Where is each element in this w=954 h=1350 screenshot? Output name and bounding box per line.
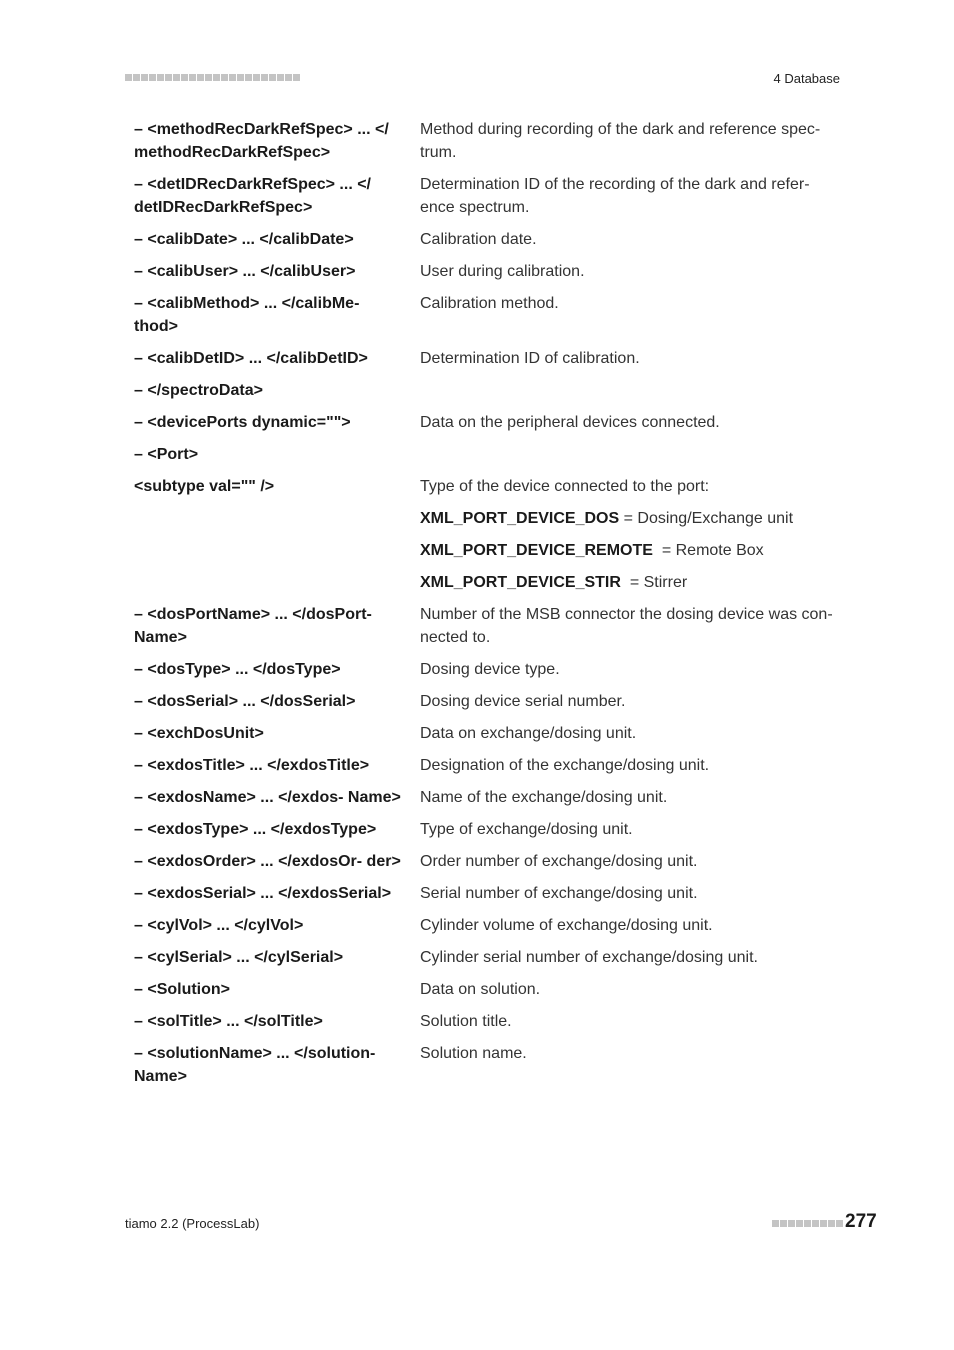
xml-element-term: – <calibMethod> ... </calibMe- thod> [134, 295, 360, 335]
definition-row [134, 443, 854, 466]
definition-row [134, 978, 854, 1001]
page-number: 277 [845, 1211, 877, 1232]
constant-meaning: = Dosing/Exchange unit [619, 510, 794, 527]
definition-row [134, 722, 854, 745]
definition-row [134, 118, 854, 164]
definition-row [134, 882, 854, 905]
element-description: Dosing device type. [420, 661, 560, 678]
chapter-title: 4 Database [773, 71, 840, 86]
definition-row [134, 347, 854, 370]
xml-element-term [134, 571, 407, 594]
xml-element-term: – <exdosOrder> ... </exdosOr- der> [134, 853, 401, 870]
definition-row [134, 571, 854, 594]
element-description [420, 379, 840, 402]
definition-row [134, 786, 854, 809]
xml-element-term: – <exdosTitle> ... </exdosTitle> [134, 757, 370, 774]
xml-element-term: – <exchDosUnit> [134, 725, 264, 742]
element-description: Designation of the exchange/dosing unit. [420, 757, 710, 774]
xml-element-term: – <Port> [134, 446, 199, 463]
xml-element-term: – <devicePorts dynamic=""> [134, 414, 351, 431]
element-description: Cylinder volume of exchange/dosing unit. [420, 917, 713, 934]
definition-row [134, 850, 854, 873]
constant-name: XML_PORT_DEVICE_DOS [420, 510, 620, 527]
definition-row [134, 946, 854, 969]
xml-element-term: – <dosType> ... </dosType> [134, 661, 341, 678]
element-description: Solution name. [420, 1045, 527, 1062]
xml-element-term: – <exdosType> ... </exdosType> [134, 821, 377, 838]
xml-element-term: – <dosSerial> ... </dosSerial> [134, 693, 356, 710]
xml-element-term: – <exdosName> ... </exdos- Name> [134, 789, 401, 806]
definition-row [134, 173, 854, 219]
element-description [420, 571, 840, 594]
element-description: Number of the MSB connector the dosing device was con- nected to. [420, 606, 833, 646]
constant-meaning: = Remote Box [652, 542, 764, 559]
xml-element-term: – <calibDate> ... </calibDate> [134, 231, 354, 248]
xml-element-term: – <methodRecDarkRefSpec> ... </ methodRecDarkRefSpec> [134, 121, 389, 161]
definition-row [134, 818, 854, 841]
definition-row [134, 603, 854, 649]
element-description: Dosing device serial number. [420, 693, 626, 710]
element-description: Solution title. [420, 1013, 512, 1030]
xml-element-term: – <calibDetID> ... </calibDetID> [134, 350, 368, 367]
definition-row [134, 690, 854, 713]
definition-row [134, 539, 854, 562]
xml-element-term: – <cylVol> ... </cylVol> [134, 917, 304, 934]
footer-decoration [772, 1220, 843, 1227]
constant-name: XML_PORT_DEVICE_STIR [420, 574, 621, 591]
element-description [420, 443, 840, 466]
constant-name: XML_PORT_DEVICE_REMOTE [420, 542, 653, 559]
element-description: Calibration date. [420, 231, 537, 248]
element-description: Cylinder serial number of exchange/dosing unit. [420, 949, 758, 966]
xml-element-term: <subtype val="" /> [134, 478, 275, 495]
element-description: Name of the exchange/dosing unit. [420, 789, 668, 806]
definition-row [134, 754, 854, 777]
definition-list [134, 118, 854, 1097]
element-description: Data on the peripheral devices connected. [420, 414, 720, 431]
element-description: Type of exchange/dosing unit. [420, 821, 633, 838]
xml-element-term [134, 539, 407, 562]
element-description: Determination ID of the recording of the dark and refer- ence spectrum. [420, 176, 810, 216]
xml-element-term: – <detIDRecDarkRefSpec> ... </ detIDRecDarkRefSpec> [134, 176, 371, 216]
xml-element-term [134, 507, 407, 530]
definition-row [134, 292, 854, 338]
element-description: Type of the device connected to the port: [420, 478, 710, 495]
definition-row [134, 1010, 854, 1033]
definition-row [134, 507, 854, 530]
element-description: Order number of exchange/dosing unit. [420, 853, 698, 870]
xml-element-term: – <dosPortName> ... </dosPort- Name> [134, 606, 372, 646]
xml-element-term: – <cylSerial> ... </cylSerial> [134, 949, 344, 966]
definition-row [134, 411, 854, 434]
element-description: Calibration method. [420, 295, 559, 312]
xml-element-term: – </spectroData> [134, 382, 263, 399]
definition-row [134, 260, 854, 283]
definition-row [134, 658, 854, 681]
element-description: Determination ID of calibration. [420, 350, 640, 367]
element-description [420, 539, 840, 562]
constant-meaning: = Stirrer [620, 574, 688, 591]
header-decoration [125, 74, 300, 81]
element-description [420, 507, 840, 530]
definition-row [134, 228, 854, 251]
element-description: Data on solution. [420, 981, 541, 998]
xml-element-term: – <exdosSerial> ... </exdosSerial> [134, 885, 392, 902]
element-description: User during calibration. [420, 263, 585, 280]
definition-row [134, 475, 854, 498]
footer-product: tiamo 2.2 (ProcessLab) [125, 1216, 260, 1231]
element-description: Method during recording of the dark and reference spec- trum. [420, 121, 821, 161]
element-description: Serial number of exchange/dosing unit. [420, 885, 698, 902]
definition-row [134, 1042, 854, 1088]
xml-element-term: – <calibUser> ... </calibUser> [134, 263, 356, 280]
xml-element-term: – <solutionName> ... </solution- Name> [134, 1045, 376, 1085]
xml-element-term: – <Solution> [134, 981, 231, 998]
xml-element-term: – <solTitle> ... </solTitle> [134, 1013, 323, 1030]
element-description: Data on exchange/dosing unit. [420, 725, 637, 742]
definition-row [134, 914, 854, 937]
definition-row [134, 379, 854, 402]
